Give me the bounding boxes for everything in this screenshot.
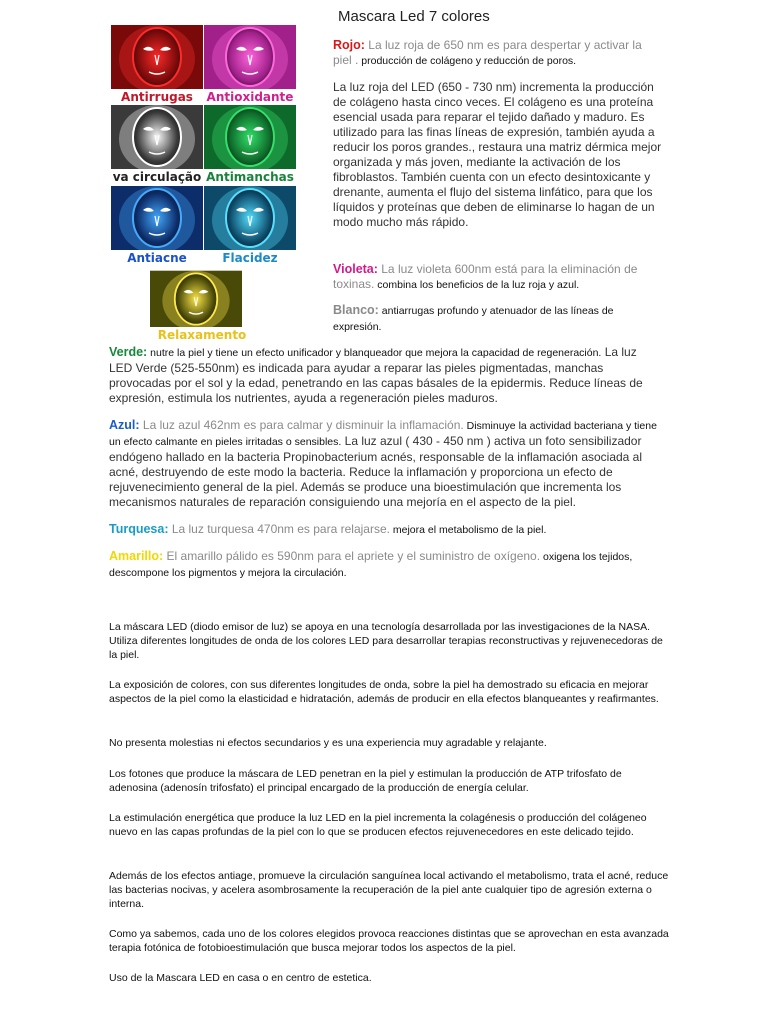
paragraph-estimulacion: La estimulación energética que produce la luz LED en la piel incrementa la colagénesis o producción del colágeneo nuevo en las capas profundas de la piel con lo que se producen efectos rejuvenecedores en este delicado tejido.: [109, 812, 647, 838]
mask-photo: [111, 186, 203, 250]
led-mask-icon: [111, 186, 203, 250]
color-label: Verde:: [109, 345, 148, 359]
mask-caption: Relaxamento: [150, 327, 254, 343]
color-label: Azul:: [109, 418, 140, 432]
mask-photo: [150, 267, 254, 331]
section-text-small: antiarrugas profundo y atenuador de las líneas de expresión.: [333, 305, 614, 333]
section-text-small: Disminuye la actividad bacteriana y tiene un efecto calmante en pieles irritadas o sensibles.: [109, 420, 657, 448]
paragraph-uso: Uso de la Mascara LED en casa o en centro de estetica.: [109, 972, 372, 984]
rojo-description: La luz roja del LED (650 - 730 nm) incrementa la producción de colágeno hasta cinco veces. El colágeno es una proteína esencial usada para reparar el tejido dañado y maduro. Es utilizado para las finas líneas de expresión, también ayuda a reducir los poros grandes., restaura una matriz dérmica mejor organizada y más joven, mediante la activación de los fibroblastos. También cuenta con un efecto desintoxicante y drenante, aumenta el flujo del sistema linfático, para que los líquidos y proteínas que deben de eliminarse lo hagan de un modo mucho más rápido.: [333, 80, 662, 229]
section-text-small: combina los beneficios de la luz roja y azul.: [374, 279, 580, 291]
mask-caption: Antirrugas: [111, 89, 203, 105]
page-title: Mascara Led 7 colores: [338, 8, 490, 25]
color-label: Rojo:: [333, 38, 365, 52]
mask-tile-yellow: [150, 267, 254, 343]
section-text-gray: La luz roja de 650 nm es para despertar y activar la piel .: [333, 38, 642, 67]
section-blanco: [333, 303, 663, 335]
section-amarillo: [109, 549, 661, 581]
mask-tile-violet: [204, 25, 296, 105]
section-text-body: La luz LED Verde (525-550nm) es indicada para ayudar a reparar las pieles pigmentadas, manchas provocadas por el sol y la edad, penetrando en las capas básales de la epidermis. Reduce líneas de expresión, estimula los nutrientes, ayuda a regeneración pieles maduros.: [109, 345, 643, 405]
led-mask-icon: [204, 105, 296, 169]
led-mask-icon: [150, 267, 242, 331]
section-verde: [109, 345, 661, 406]
section-text-gray: El amarillo pálido es 590nm para el apriete y el suministro de oxígeno.: [163, 549, 541, 563]
led-mask-icon: [204, 25, 296, 89]
section-rojo: [333, 38, 663, 69]
paragraph-nasa: La máscara LED (diodo emisor de luz) se apoya en una tecnología desarrollada por las investigaciones de la NASA. Utiliza diferentes longitudes de onda de los colores LED para desarrollar terapias reconstructivas y rejuvenecedoras de la piel.: [109, 621, 663, 661]
section-text-small: nutre la piel y tiene un efecto unificador y blanqueador que mejora la capacidad de regeneración.: [147, 347, 602, 359]
mask-photo: [111, 25, 203, 89]
led-mask-icon: [111, 25, 203, 89]
mask-tile-blue: [111, 186, 203, 266]
paragraph-molestias: No presenta molestias ni efectos secundarios y es una experiencia muy agradable y relajante.: [109, 737, 547, 749]
color-label: Blanco:: [333, 303, 379, 317]
section-violeta: [333, 262, 663, 293]
section-text-gray: La luz violeta 600nm está para la eliminación de toxinas.: [333, 262, 638, 291]
paragraph-exposicion: La exposición de colores, con sus diferentes longitudes de onda, sobre la piel ha demostrado su eficacia en mejorar aspectos de la piel como la elasticidad e hidratación, además de producir en ella efectos blanqueantes y reafirmantes.: [109, 679, 659, 705]
section-text-small: producción de colágeno y reducción de poros.: [358, 55, 577, 67]
section-text-gray: La luz turquesa 470nm es para relajarse.: [168, 522, 390, 536]
mask-tile-white: [111, 105, 203, 185]
paragraph-antiage: Además de los efectos antiage, promueve la circulación sanguínea local activando el metabolismo, trata el acné, reduce las bacterias nocivas, y acelera asombrosamente la recuperación de la piel ante cualquier tipo de agresión externa o interna.: [109, 870, 669, 910]
mask-tile-red: [111, 25, 203, 105]
mask-caption: Flacidez: [204, 250, 296, 266]
section-azul: [109, 418, 661, 510]
mask-caption: Antioxidante: [204, 89, 296, 105]
mask-photo: [204, 105, 296, 169]
color-label: Turquesa:: [109, 522, 169, 536]
mask-tile-green: [204, 105, 296, 185]
section-text-body: La luz azul ( 430 - 450 nm ) activa un foto sensibilizador endógeno hallado en la bacteria Propinobacterium acnés, responsable de la inflamación asociada al acné, destruyendo de este modo la bacteria. Reduce la inflamación y proporciona un efecto de rejuvenecimiento general de la piel. Además se produce una bioestimulación que incrementa los mecanismos naturales de reparación consiguiendo una mejoría en el aspecto de la piel.: [109, 434, 643, 509]
mask-photo: [111, 105, 203, 169]
mask-caption: va circulação: [112, 170, 202, 184]
led-mask-icon: [111, 105, 203, 169]
mask-caption: Antimanchas: [204, 169, 296, 185]
section-text-gray: La luz azul 462nm es para calmar y disminuir la inflamación.: [139, 418, 464, 432]
mask-photo: [204, 186, 296, 250]
paragraph-colores: Como ya sabemos, cada uno de los colores elegidos provoca reacciones distintas que se aprovechan en esta avanzada terapia fotónica de fotobioestimulación que busca mejorar todos los aspectos de la piel.: [109, 928, 669, 954]
section-text-small: oxigena los tejidos, descompone los pigmentos y mejora la circulación.: [109, 551, 633, 579]
paragraph-fotones: Los fotones que produce la máscara de LED penetran en la piel y estimulan la producción de ATP trifosfato de adenosina (adenosín trifosfato) el principal encargado de la producción de energía celular.: [109, 768, 622, 794]
section-turquesa: [109, 522, 661, 538]
mask-caption: Antiacne: [111, 250, 203, 266]
color-label: Amarillo:: [109, 549, 164, 563]
mask-photo: [204, 25, 296, 89]
section-text-small: mejora el metabolismo de la piel.: [389, 524, 547, 536]
led-mask-icon: [204, 186, 296, 250]
color-label: Violeta:: [333, 262, 378, 276]
mask-tile-turquoise: [204, 186, 296, 266]
